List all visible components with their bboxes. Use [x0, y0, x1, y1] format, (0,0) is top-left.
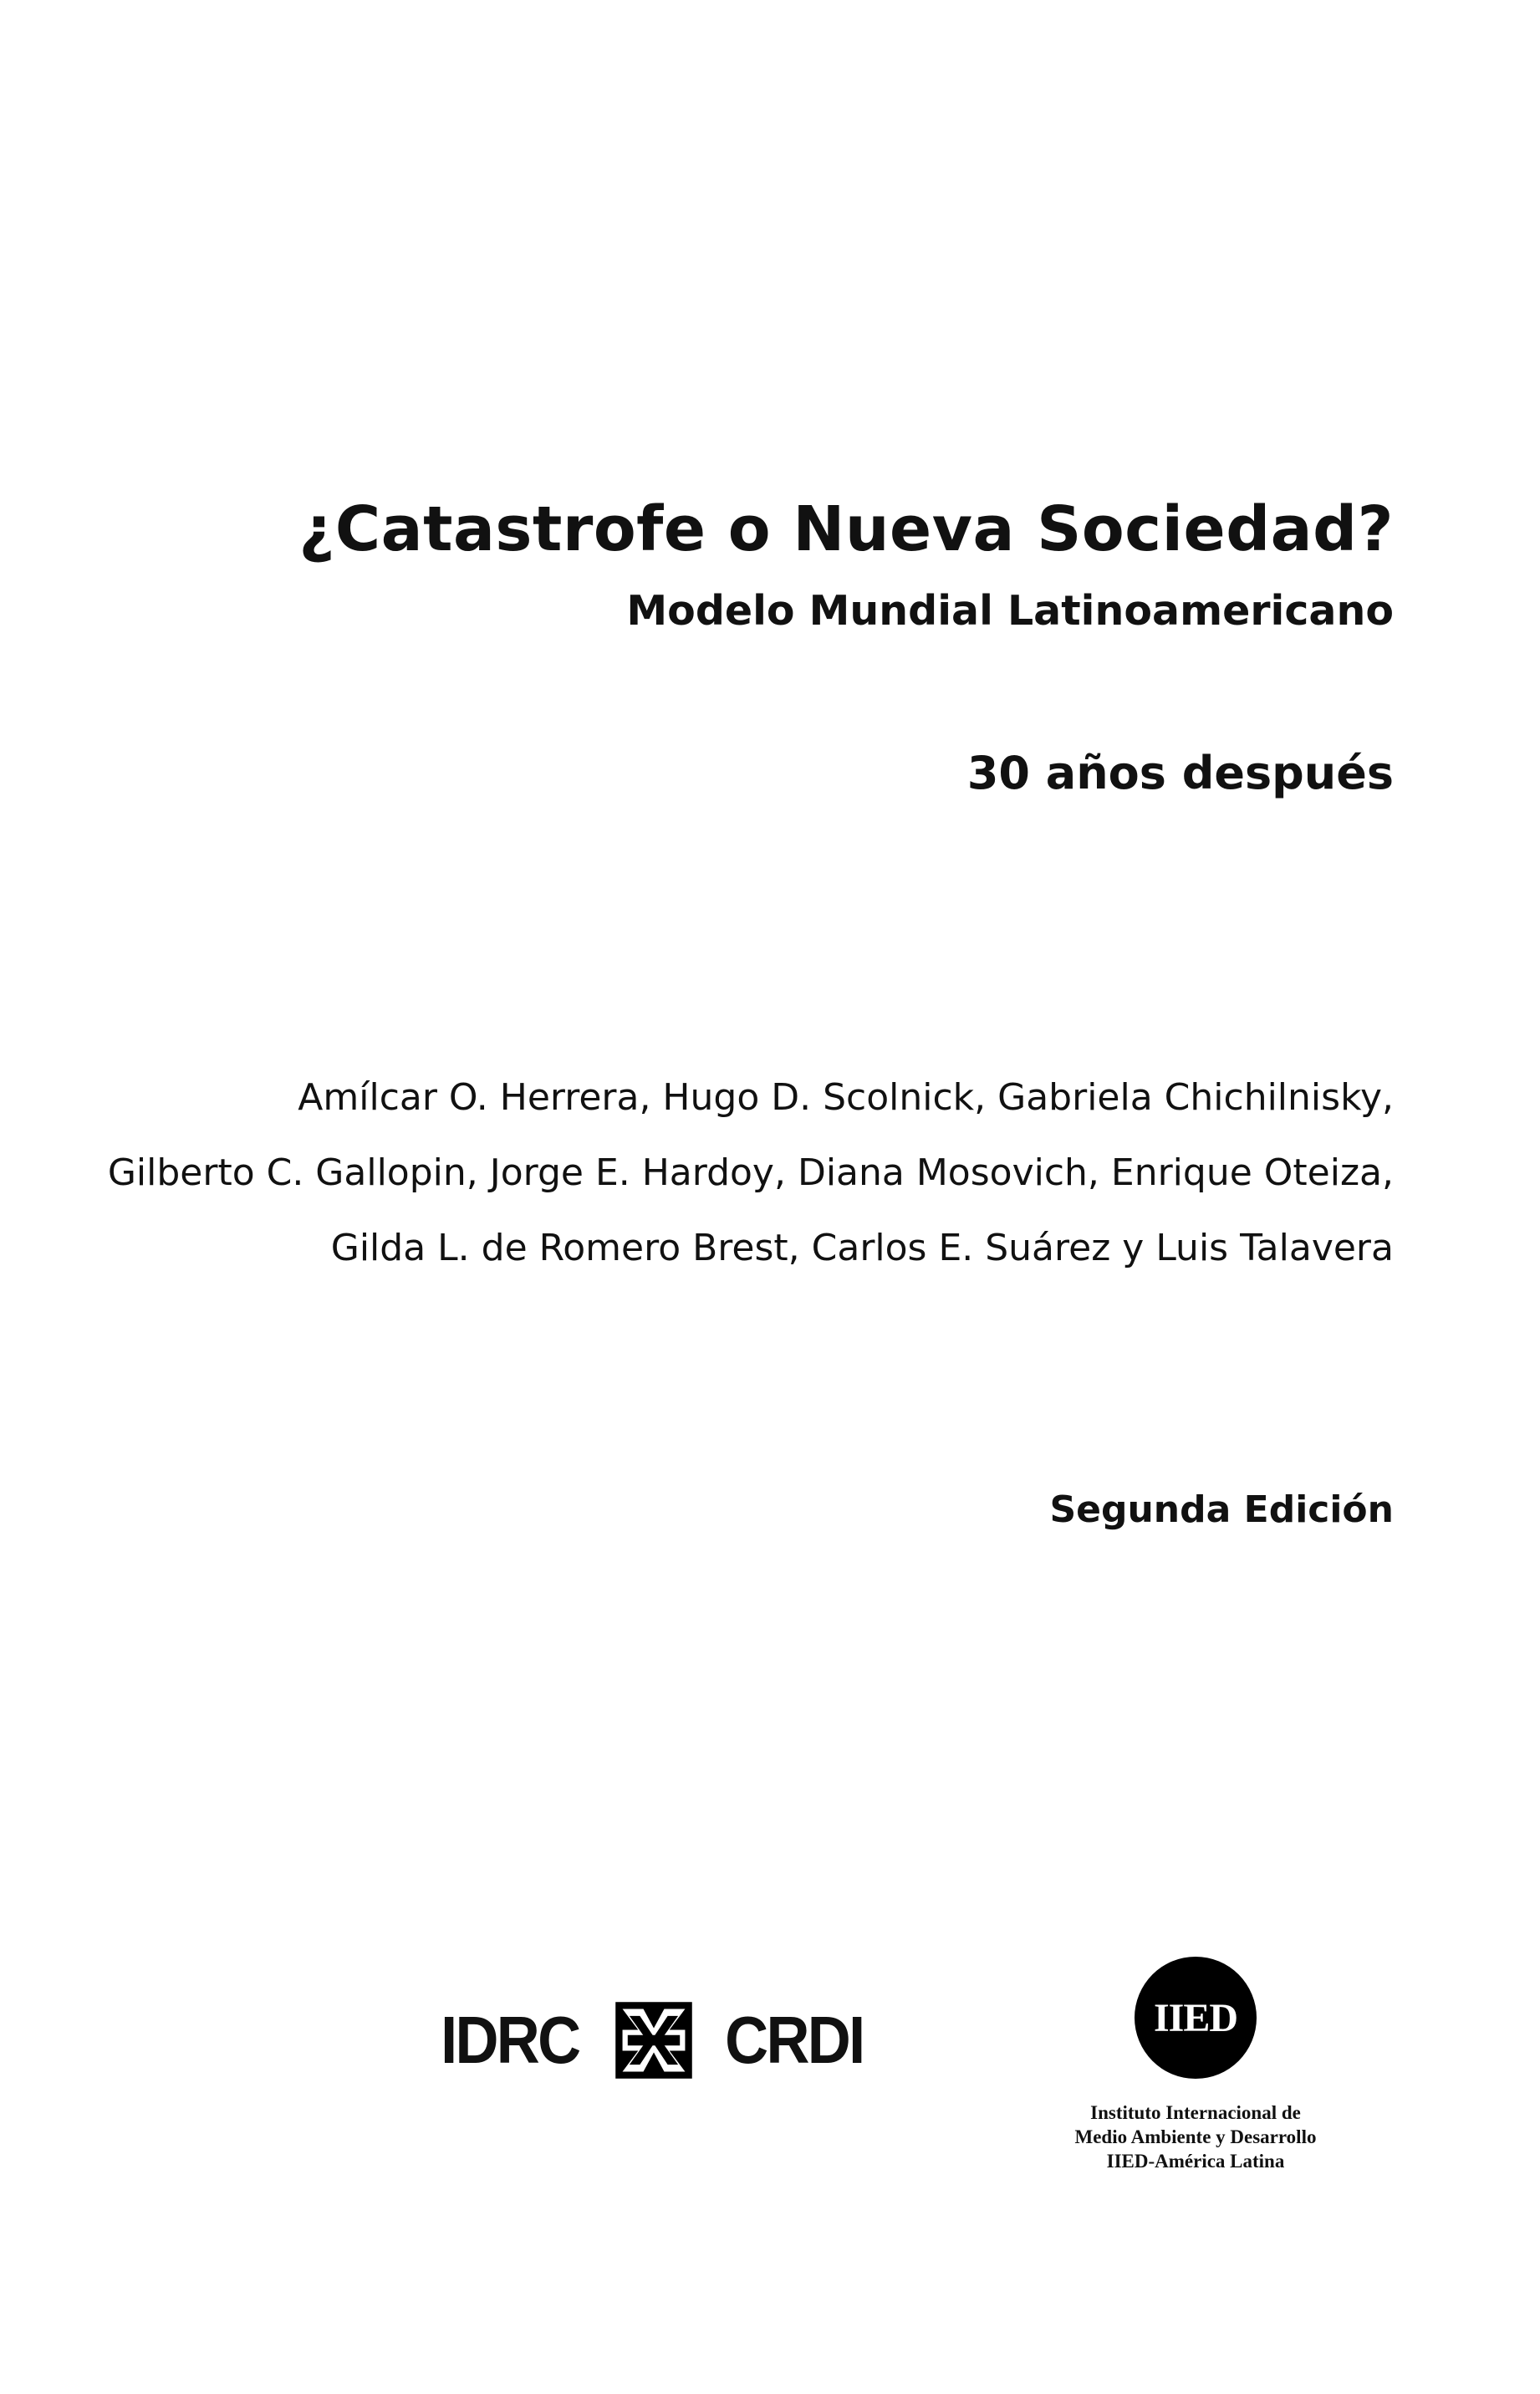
iied-caption-line: Medio Ambiente y Desarrollo [1074, 2126, 1317, 2147]
iied-caption-line: Instituto Internacional de [1090, 2102, 1301, 2123]
iied-logo [1053, 1957, 1338, 2173]
idrc-crdi-emblem-icon [610, 1997, 697, 2084]
book-title: ¿Catastrofe o Nueva Sociedad? [298, 493, 1394, 565]
authors-line: Amílcar O. Herrera, Hugo D. Scolnick, Gabriela Chichilnisky, [298, 1076, 1394, 1119]
iied-caption-line: IIED-América Latina [1106, 2151, 1285, 2172]
iied-badge-text: IIED [1153, 1995, 1238, 2040]
iied-caption [1053, 2100, 1338, 2173]
authors-line: Gilda L. de Romero Brest, Carlos E. Suárez y Luis Talavera [330, 1227, 1394, 1269]
book-tagline: 30 años después [966, 747, 1394, 799]
edition-label: Segunda Edición [1049, 1488, 1394, 1531]
authors-list [108, 1060, 1394, 1286]
authors-line: Gilberto C. Gallopin, Jorge E. Hardoy, Diana Mosovich, Enrique Oteiza, [107, 1151, 1394, 1194]
iied-badge [1135, 1957, 1257, 2079]
idrc-crdi-logo [433, 1994, 870, 2086]
book-subtitle: Modelo Mundial Latinoamericano [626, 587, 1394, 635]
idrc-logo-text: IDRC [441, 2003, 579, 2077]
crdi-logo-text: CRDI [724, 2003, 863, 2077]
